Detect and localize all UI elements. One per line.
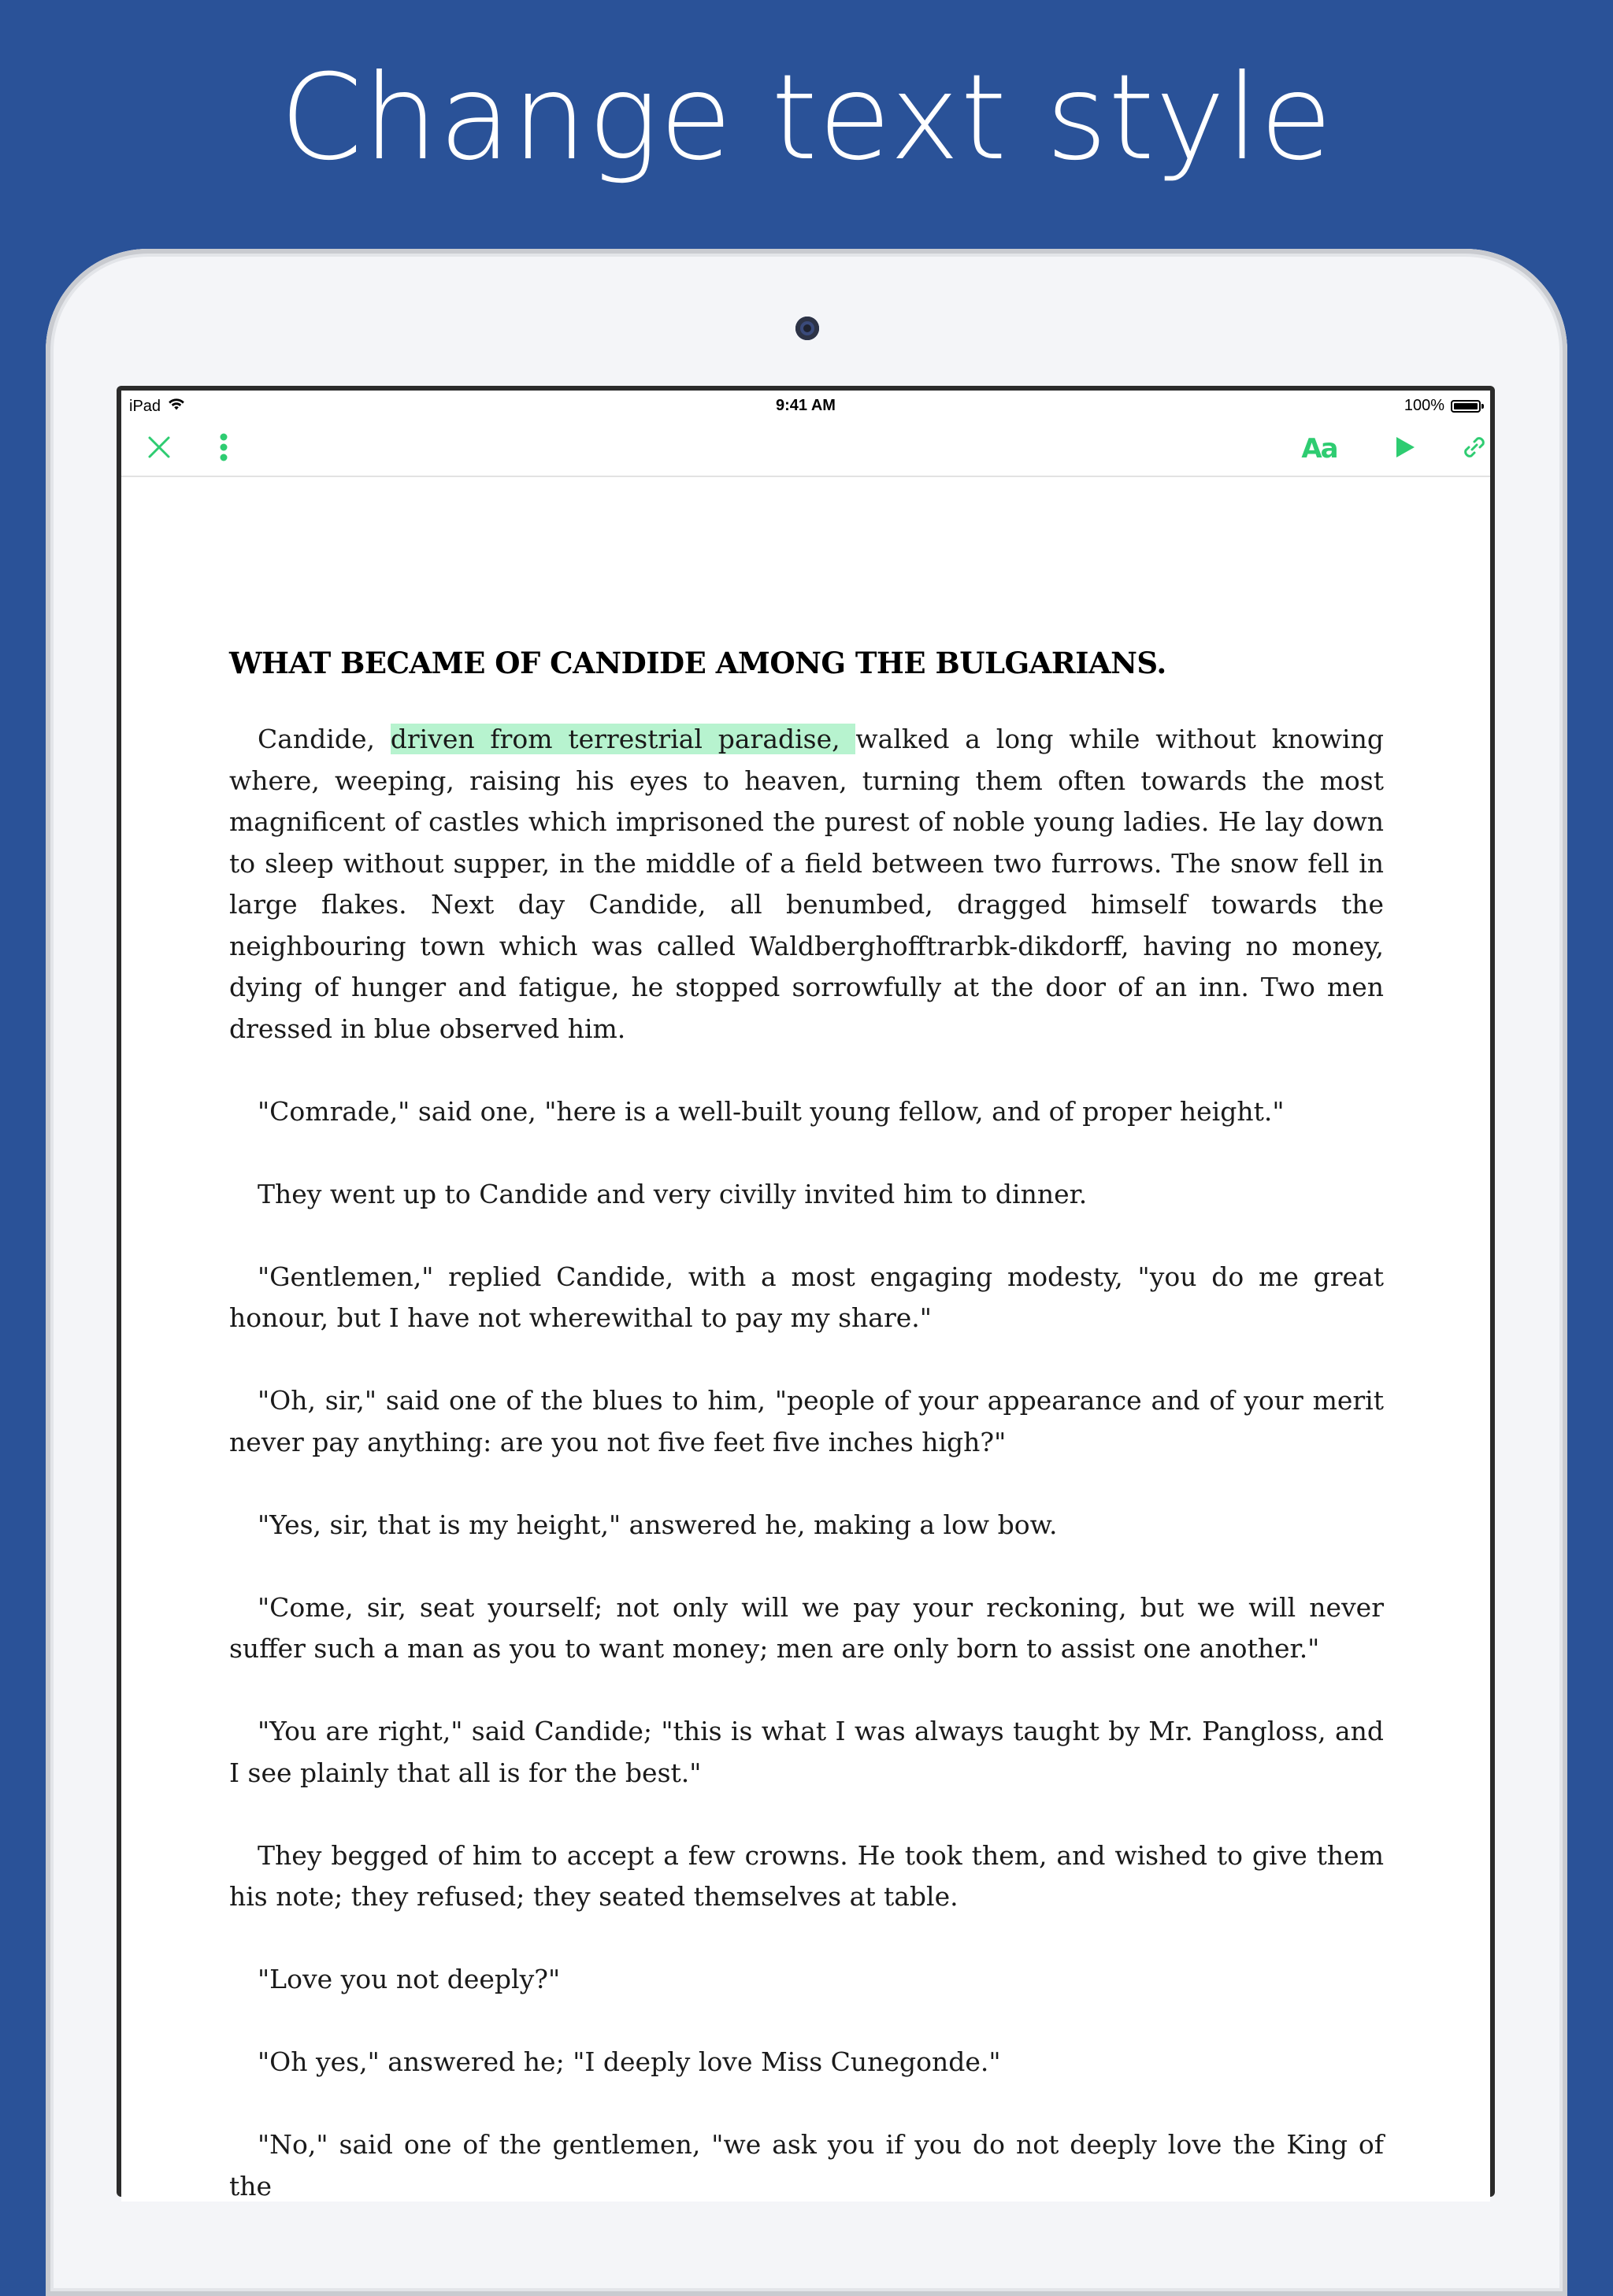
highlighted-text[interactable]: driven from terrestrial paradise, [390, 724, 856, 754]
reader-content [229, 643, 1384, 2202]
reader-toolbar [121, 422, 1490, 477]
status-bar-right [1404, 397, 1481, 415]
paragraph: "Comrade," said one, "here is a well-built young fellow, and of proper height." [258, 1095, 1285, 1127]
paragraph: "Gentlemen," replied Candide, with a most engaging modesty, "you do me great honour, but I have not wherewithal to pay my share." [229, 1261, 1384, 1333]
battery-percent: 100% [1403, 397, 1444, 414]
paragraph: "Oh yes," answered he; "I deeply love Miss Cunegonde." [258, 2046, 1001, 2077]
status-time: 9:41 AM [776, 397, 836, 414]
close-icon [146, 435, 172, 463]
paragraph: They begged of him to accept a few crowns. He took them, and wished to give them his note; they refused; they seated themselves at table. [229, 1839, 1384, 1912]
paragraph-text: Candide, [258, 724, 391, 754]
battery-icon [1451, 400, 1481, 413]
front-camera [795, 317, 819, 340]
paragraph: "Come, sir, seat yourself; not only will we pay your reckoning, but we will never suffer such a man as you to want money; men are only born to assist one another." [229, 1591, 1384, 1664]
battery-tip [1481, 404, 1484, 409]
text-style-button[interactable] [1292, 422, 1346, 476]
link-icon [1461, 434, 1488, 464]
play-button[interactable] [1378, 422, 1432, 476]
more-options-button[interactable] [197, 422, 250, 476]
battery-fill [1454, 403, 1478, 409]
paragraph: "No," said one of the gentlemen, "we ask you if you do not deeply love the King of the [229, 2129, 1384, 2202]
paragraph: "You are right," said Candide; "this is what I was always taught by Mr. Pangloss, and I see plainly that all is for the best." [229, 1716, 1384, 1788]
paragraph [229, 719, 1384, 1050]
paragraph: "Yes, sir, that is my height," answered he, making a low bow. [258, 1509, 1058, 1540]
status-bar [121, 391, 1490, 422]
close-button[interactable] [132, 422, 186, 476]
link-button[interactable] [1448, 422, 1490, 476]
promo-headline: Change text style [280, 50, 1333, 187]
paragraph-text: walked a long while without knowing where, weeping, raising his eyes to heaven, turning them often towards the most magnificent of castles which imprisoned the purest of noble young ladies. He lay down to sleep without supper, in the middle of a field between two furrows. The snow fell in large flakes. Next day Candide, all benumbed, dragged himself towards the neighbouring town which was called Waldberghofftrarbk-dikdorff, having no money, dying of hunger and fatigue, he stopped sorrowfully at the door of an inn. Two men dressed in blue observed him. [229, 724, 1384, 1044]
paragraph: They went up to Candide and very civilly invited him to dinner. [258, 1178, 1088, 1209]
text-style-label: Aa [1301, 433, 1337, 465]
device-label: iPad [129, 397, 161, 415]
paragraph: "Love you not deeply?" [258, 1964, 561, 1994]
chapter-title: WHAT BECAME OF CANDIDE AMONG THE BULGARIANS. [229, 646, 1166, 680]
play-icon [1394, 435, 1416, 462]
more-vertical-icon [219, 433, 228, 465]
paragraph: "Oh, sir," said one of the blues to him, "people of your appearance and of your merit never pay anything: are you not five feet five inches high?" [229, 1385, 1384, 1457]
device-screen [121, 391, 1490, 2202]
